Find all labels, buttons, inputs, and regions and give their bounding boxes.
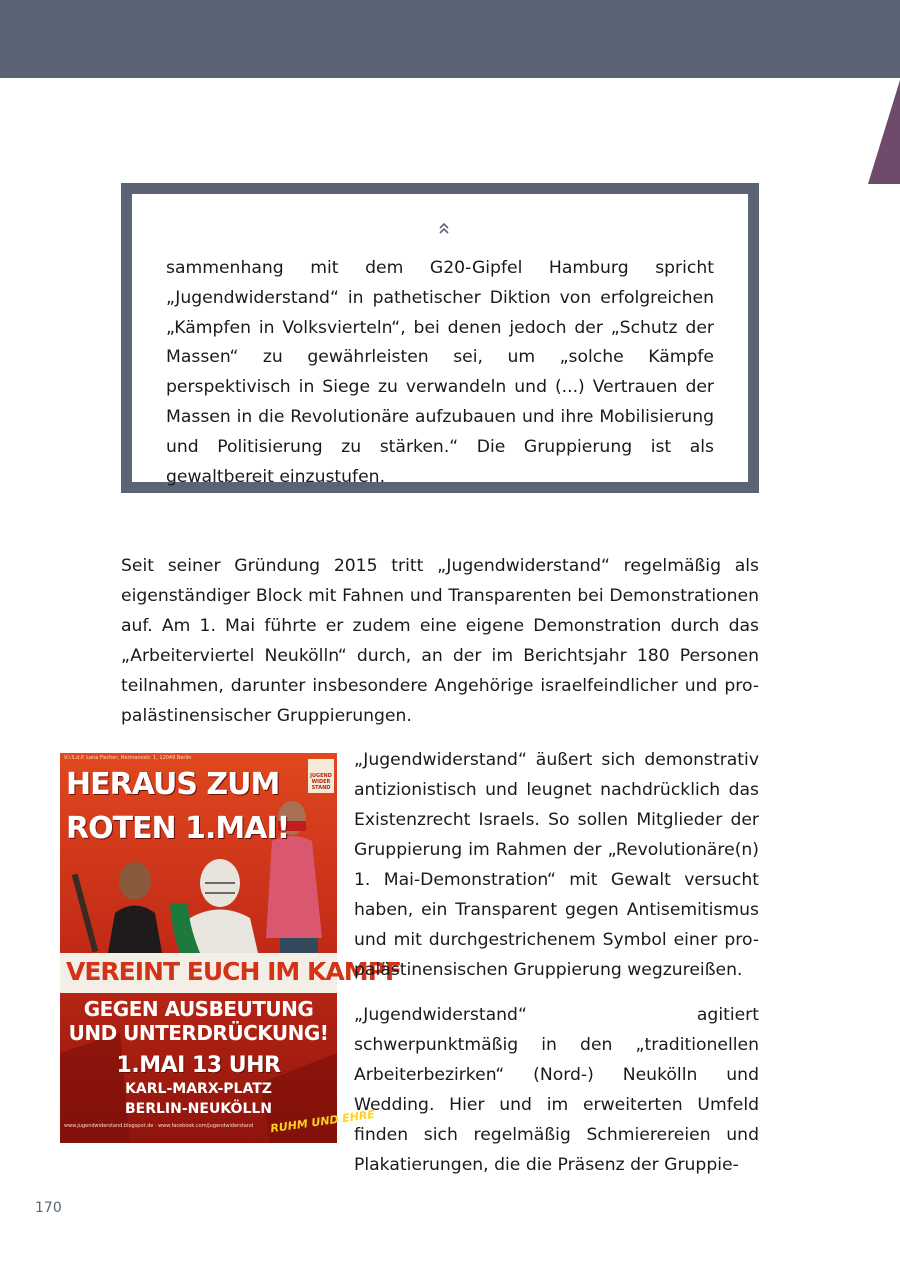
poster-band	[60, 953, 401, 993]
body-paragraph-2: „Jugendwiderstand“ äußert sich demonstrativ antizionistisch und leugnet nachdrücklich das Existenzrecht Israels. So sollen Mitglieder der Gruppierung im Rahmen der „Revolutionäre(n) 1. Mai-Demonstration“ mit Gewalt versucht haben, ein Transparent gegen Antisemitismus und mit durchgestrichenem Symbol einer pro-palästinensischen Gruppierung wegzureißen.	[354, 750, 759, 980]
poster-city: BERLIN-NEUKÖLLN	[125, 1101, 272, 1117]
poster-subline-1: GEGEN AUSBEUTUNG	[83, 997, 314, 1021]
poster-slogan: RUHM UND EHRE	[269, 1107, 376, 1136]
body-paragraph-3: „Jugendwiderstand“ agitiert schwerpunktmäßig in den „traditionellen Arbeiterbezirken“ (Nord-) Neukölln und Wedding. Hier und im erweiterten Umfeld finden sich regelmäßig Schmierereien und Plakatierungen, die die Präsenz der Gruppie-	[354, 1005, 759, 1175]
poster-headline-2: ROTEN 1.MAI!	[66, 811, 290, 846]
poster-band-text: VEREINT EUCH IM KAMPF	[66, 957, 401, 986]
poster-headline-1: HERAUS ZUM	[66, 767, 280, 802]
body-paragraph-1: Seit seiner Gründung 2015 tritt „Jugendwiderstand“ regelmäßig als eigenständiger Block mit Fahnen und Transparenten bei Demonstrationen auf. Am 1. Mai führte er zudem eine eigene Demonstration durch das „Arbeiterviertel Neukölln“ durch, an der im Berichtsjahr 180 Personen teilnahmen, darunter insbesondere Angehörige israelfeindlicher und pro-palästinensischer Gruppierungen.	[121, 556, 759, 726]
poster-logo	[308, 759, 334, 793]
poster-url: www.jugendwiderstand.blogspot.de · www.facebook.com/jugendwiderstand	[64, 1123, 254, 1129]
quote-text: sammenhang mit dem G20-Gipfel Hamburg spricht „Jugendwiderstand“ in pathetischer Diktion von erfolgreichen „Kämpfen in Volksvierteln“, bei denen jedoch der „Schutz der Massen“ zu gewährleisten sei, um „solche Kämpfe perspektivisch in Siege zu verwandeln und (...) Vertrauen der Massen in die Revolutionäre aufzubauen und ihre Mobilisierung und Politisierung zu stärken.“ Die Gruppierung ist als gewaltbereit einzustufen.	[166, 258, 714, 487]
double-chevron-up-icon	[438, 222, 450, 236]
page-number: 170	[35, 1200, 62, 1216]
corner-tab-decoration	[868, 80, 900, 184]
quote-box	[121, 183, 759, 493]
header-bar	[0, 0, 900, 78]
poster-small-caption: V.i.S.d.P. Lena Fischer, Hermannstr. 1, 12049 Berlin	[64, 755, 192, 761]
poster-logo-text: JUGEND WIDER STAND	[310, 773, 332, 791]
poster-date-time: 1.MAI 13 UHR	[116, 1053, 281, 1078]
poster-subline-2: UND UNTERDRÜCKUNG!	[68, 1021, 329, 1045]
demo-poster-image	[60, 753, 401, 1143]
poster-place: KARL-MARX-PLATZ	[125, 1081, 272, 1097]
